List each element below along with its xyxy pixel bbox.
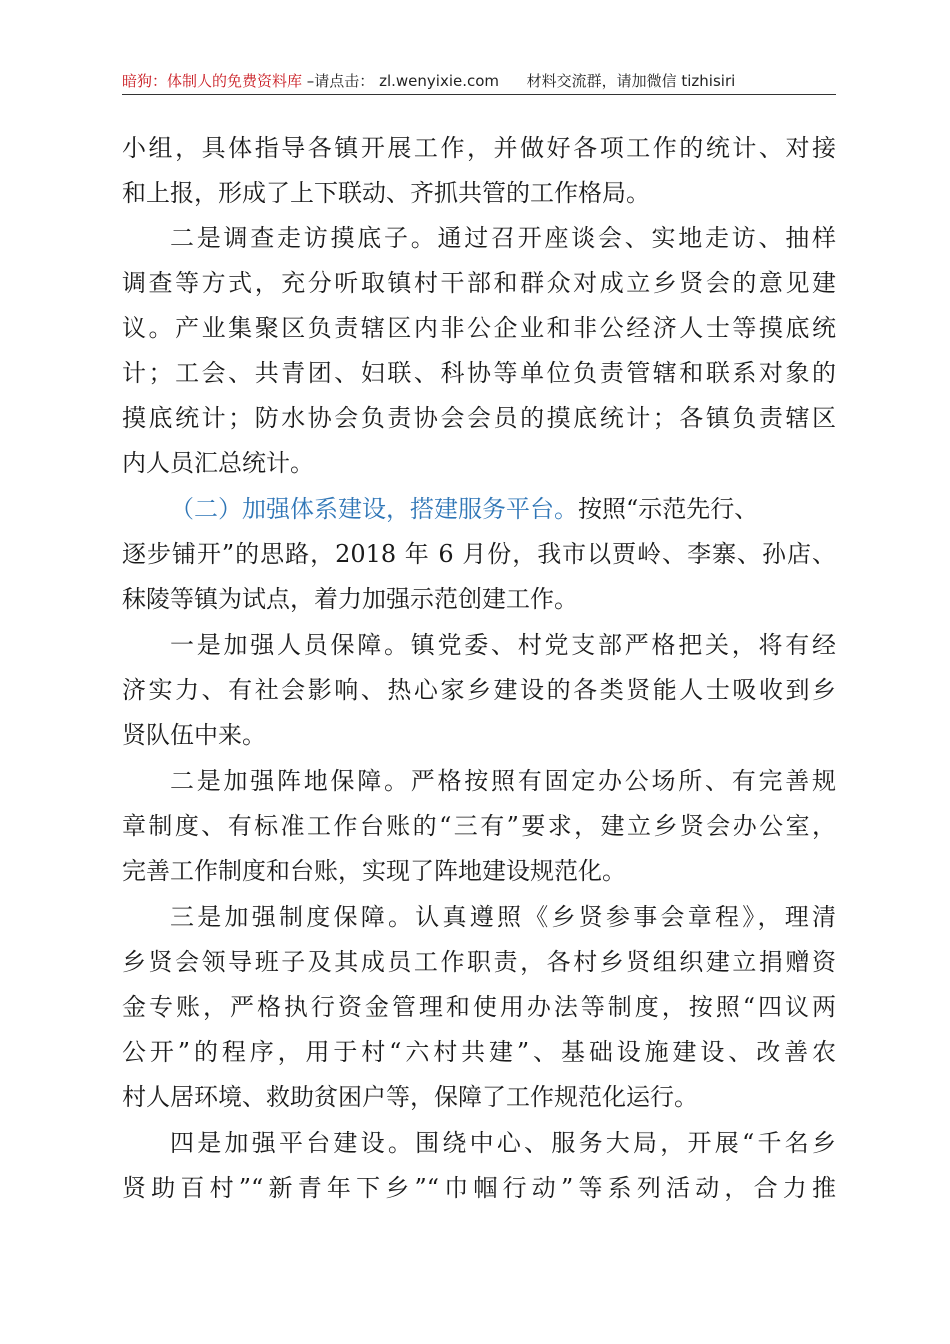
text-line: 乡贤会领导班子及其成员工作职责，各村乡贤组织建立捐赠资 — [122, 948, 836, 976]
header-brand: 暗狗：体制人的免费资料库 — [122, 72, 303, 90]
text-line: 公开”的程序，用于村“六村共建”、基础设施建设、改善农 — [122, 1038, 836, 1066]
text-line: 金专账，严格执行资金管理和使用办法等制度，按照“四议两 — [122, 993, 836, 1021]
text-line: 计；工会、共青团、妇联、科协等单位负责管辖和联系对象的 — [122, 359, 836, 387]
section-heading: （二）加强体系建设，搭建服务平台。 — [170, 495, 578, 523]
text-line: 一是加强人员保障。镇党委、村党支部严格把关，将有经 — [170, 631, 836, 659]
document-body — [122, 126, 836, 1211]
text-line-tail: 按照“示范先行、 — [578, 495, 759, 523]
text-line: 完善工作制度和台账，实现了阵地建设规范化。 — [122, 857, 626, 885]
text-line: 二是调查走访摸底子。通过召开座谈会、实地走访、抽样 — [170, 224, 836, 252]
text-line: 贤队伍中来。 — [122, 721, 266, 749]
text-line: 逐步铺开”的思路，2018 年 6 月份，我市以贾岭、李寨、孙店、 — [122, 540, 836, 568]
text-line: 秣陵等镇为试点，着力加强示范创建工作。 — [122, 585, 578, 613]
text-line: 小组，具体指导各镇开展工作，并做好各项工作的统计、对接 — [122, 134, 836, 162]
text-line: 四是加强平台建设。围绕中心、服务大局，开展“千名乡 — [170, 1129, 836, 1157]
text-line: 和上报，形成了上下联动、齐抓共管的工作格局。 — [122, 179, 650, 207]
text-line: 内人员汇总统计。 — [122, 449, 314, 477]
header-url-link[interactable]: zl.wenyixie.com — [379, 72, 500, 90]
page-header — [122, 68, 836, 94]
text-line: 调查等方式，充分听取镇村干部和群众对成立乡贤会的意见建 — [122, 269, 836, 297]
text-line: 贤助百村”“新青年下乡”“巾帼行动”等系列活动，合力推 — [122, 1174, 836, 1202]
text-line: 二是加强阵地保障。严格按照有固定办公场所、有完善规 — [170, 767, 836, 795]
text-line: 章制度、有标准工作台账的“三有”要求，建立乡贤会办公室， — [122, 812, 836, 840]
text-line: 三是加强制度保障。认真遵照《乡贤参事会章程》，理清 — [170, 903, 836, 931]
text-line: 济实力、有社会影响、热心家乡建设的各类贤能人士吸收到乡 — [122, 676, 836, 704]
header-divider — [122, 94, 836, 95]
text-line: 摸底统计；防水协会负责协会会员的摸底统计；各镇负责辖区 — [122, 404, 836, 432]
header-group-note: 材料交流群，请加微信 tizhisiri — [526, 72, 736, 90]
text-line — [122, 487, 836, 532]
text-line: 议。产业集聚区负责辖区内非公企业和非公经济人士等摸底统 — [122, 314, 836, 342]
header-click-prompt: –请点击： — [306, 72, 375, 90]
text-line: 村人居环境、救助贫困户等，保障了工作规范化运行。 — [122, 1083, 698, 1111]
